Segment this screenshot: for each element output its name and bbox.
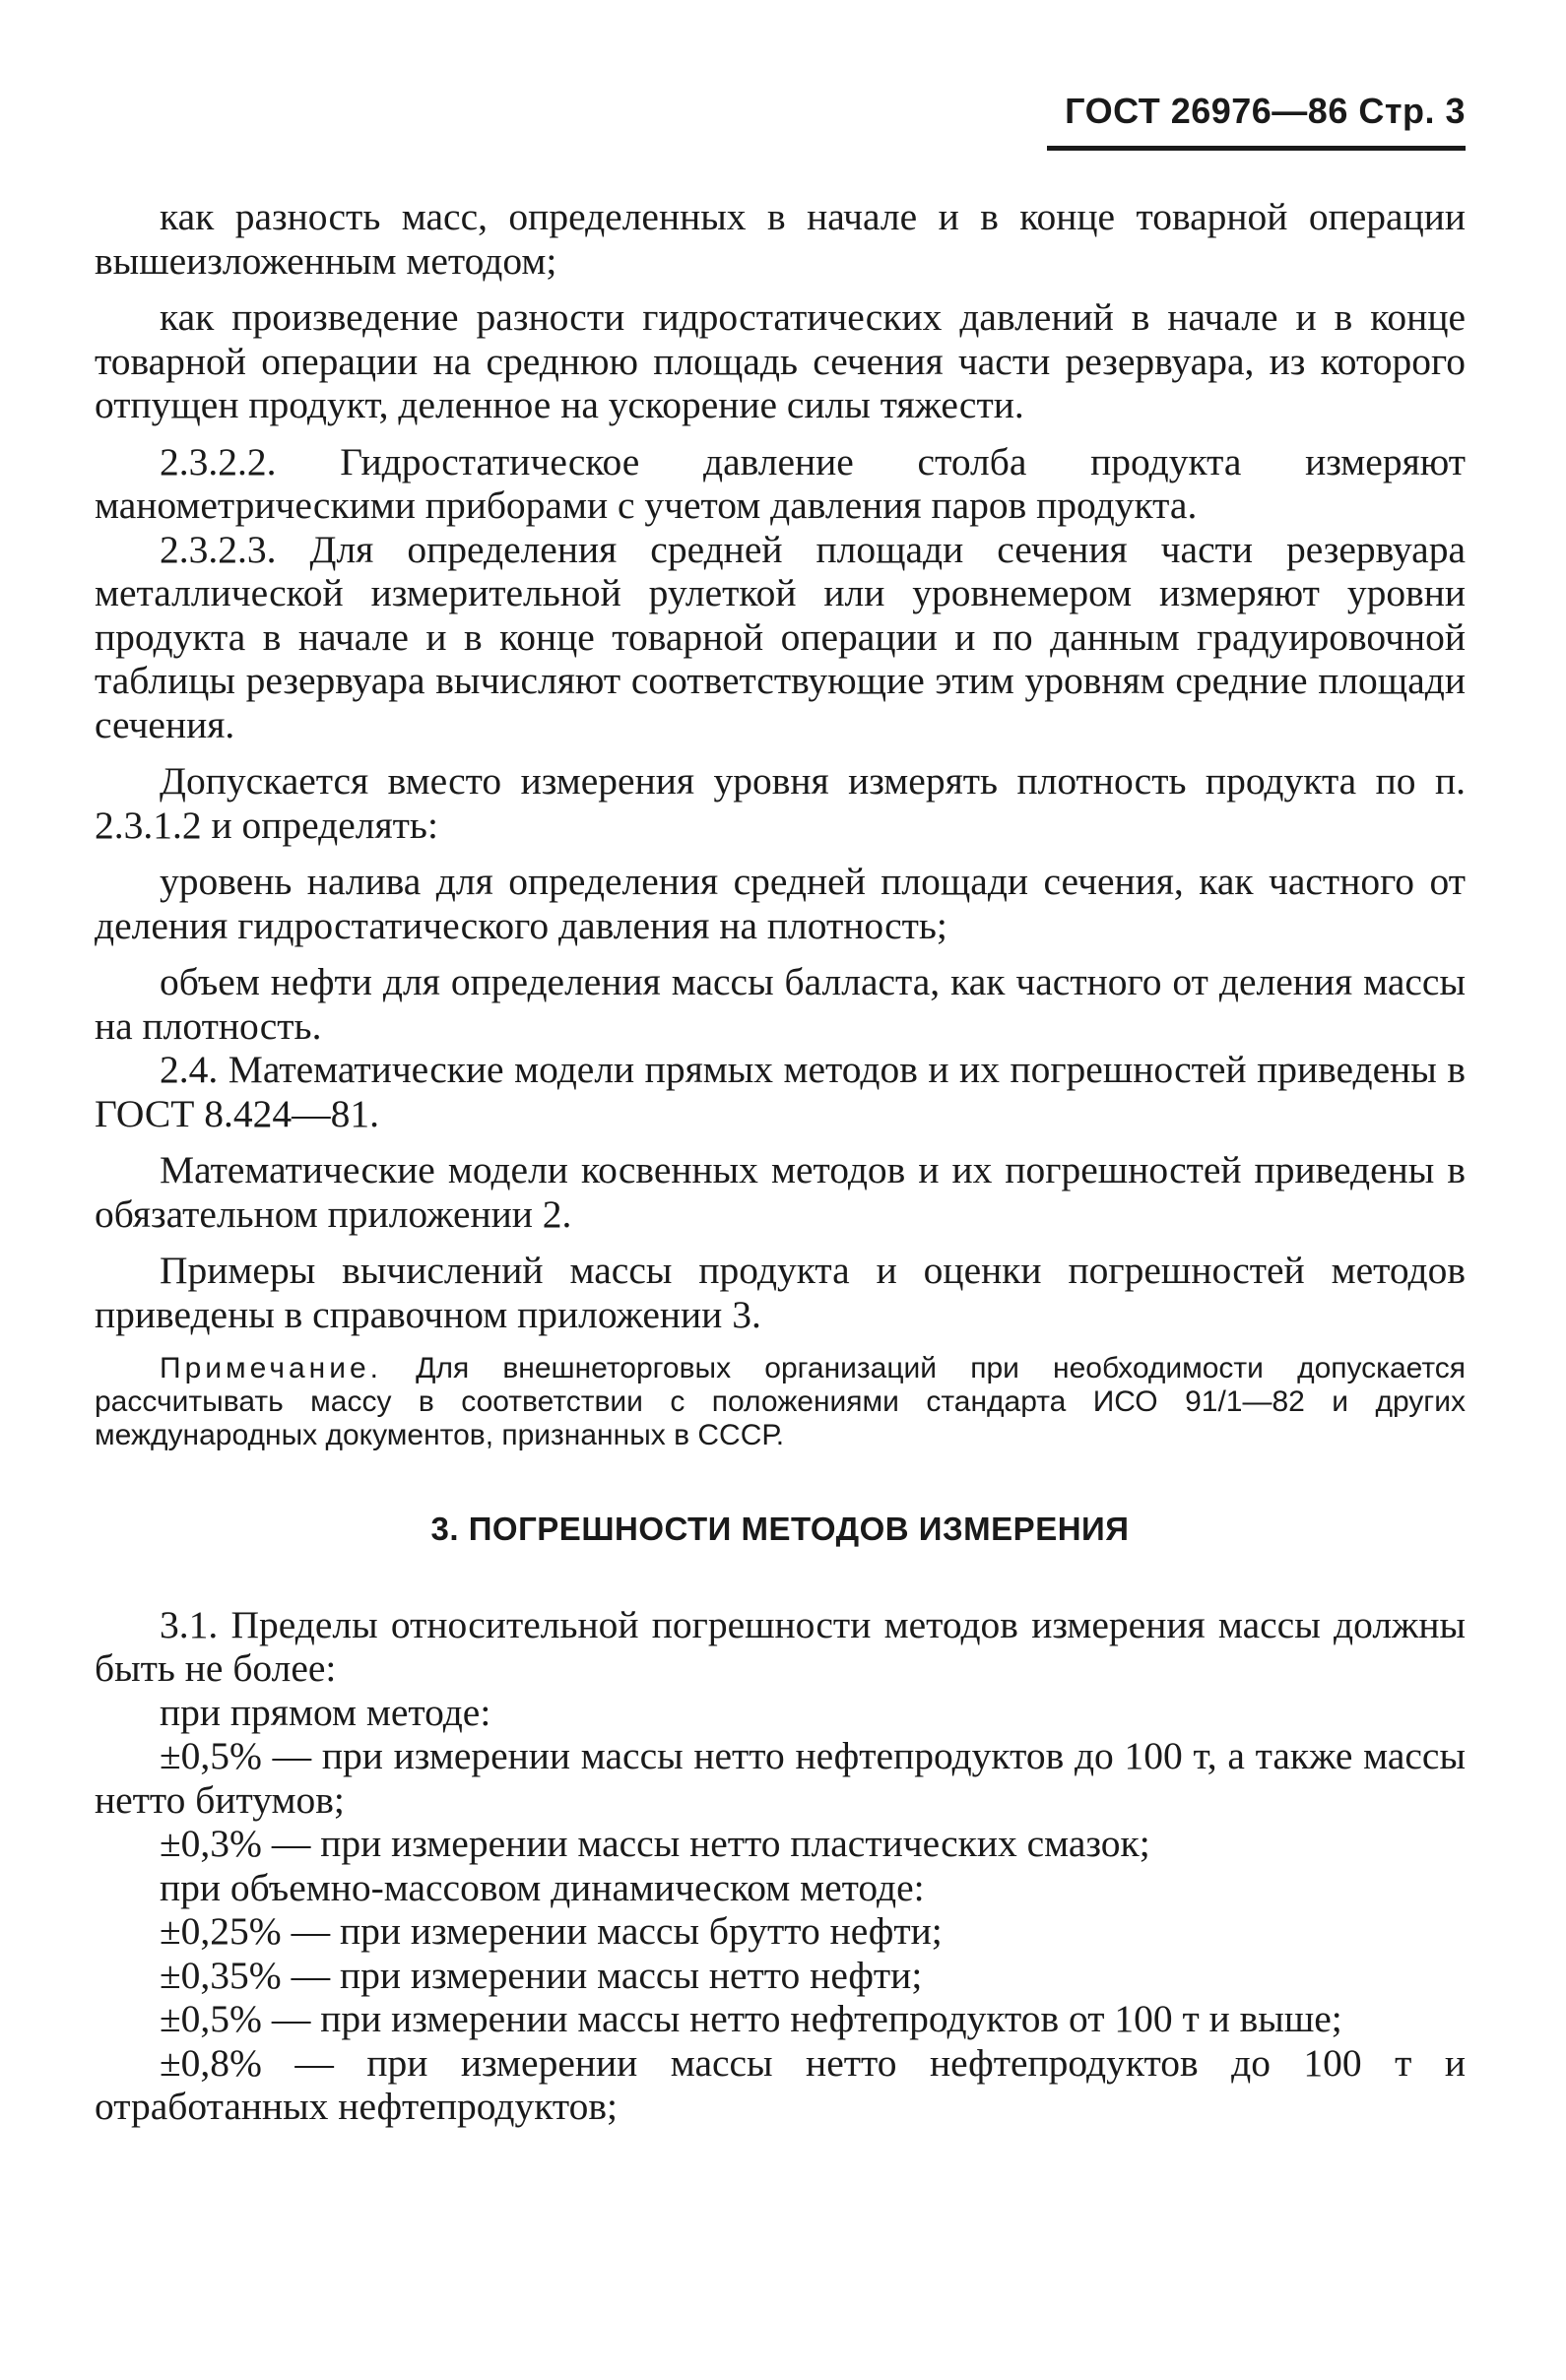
section-paragraph: ±0,3% — при измерении массы нетто пластических смазок; [160, 1822, 1150, 1865]
document-body [95, 195, 1466, 2129]
section-paragraph: 3.1. Пределы относительной погрешности методов измерения массы должны быть не более: [95, 1602, 1466, 1690]
paragraph: 2.3.2.2. Гидростатическое давление столба продукта измеряют манометрическими приборами с учетом давления паров продукта. [95, 439, 1466, 527]
section-paragraph: при объемно-массовом динамическом методе: [160, 1865, 925, 1909]
paragraph: Математические модели косвенных методов и их погрешностей приведены в обязательном приложении 2. [95, 1148, 1466, 1236]
section-paragraph: ±0,5% — при измерении массы нетто нефтепродуктов до 100 т, а также массы нетто битумов; [95, 1734, 1466, 1822]
section-paragraph: при прямом методе: [160, 1690, 491, 1734]
paragraph: 2.3.2.3. Для определения средней площади сечения части резервуара металлической измерительной рулеткой или уровнемером измеряют уровни продукта в начале и в конце товарной операции и по данным градуировочной таблицы резервуара вычисляют соответствующие этим уровням средние площади сечения. [95, 527, 1466, 746]
note [95, 1352, 1466, 1452]
section-paragraph: ±0,25% — при измерении массы брутто нефти; [160, 1909, 943, 1953]
paragraph: объем нефти для определения массы балласта, как частного от деления массы на плотность. [95, 960, 1466, 1048]
paragraph: как произведение разности гидростатических давлений в начале и в конце товарной операции на среднюю площадь сечения части резервуара, из которого отпущен продукт, деленное на ускорение силы тяжести. [95, 295, 1466, 426]
paragraph: 2.4. Математические модели прямых методов и их погрешностей приведены в ГОСТ 8.424—81. [95, 1048, 1466, 1135]
paragraph: Примеры вычислений массы продукта и оценки погрешностей методов приведены в справочном приложении 3. [95, 1249, 1466, 1336]
page-header: ГОСТ 26976—86 Стр. 3 [1065, 91, 1466, 131]
section-paragraph: ±0,35% — при измерении массы нетто нефти; [160, 1953, 923, 1997]
note-text: Для внешнеторговых организаций при необходимости допускается рассчитывать массу в соответствии с положениями стандарта ИСО 91/1—82 и других международных документов, признанных в СССР. [95, 1352, 1466, 1451]
header-rule [1047, 146, 1466, 151]
section-paragraph: ±0,5% — при измерении массы нетто нефтепродуктов от 100 т и выше; [160, 1997, 1342, 2040]
note-lead: Примечание. [160, 1352, 382, 1384]
section-paragraph: ±0,8% — при измерении массы нетто нефтепродуктов до 100 т и отработанных нефтепродуктов; [95, 2040, 1466, 2128]
paragraph: уровень налива для определения средней площади сечения, как частного от деления гидростатического давления на плотность; [95, 860, 1466, 947]
paragraph: как разность масс, определенных в начале и в конце товарной операции вышеизложенным методом; [95, 195, 1466, 283]
paragraph: Допускается вместо измерения уровня измерять плотность продукта по п. 2.3.1.2 и определять: [95, 759, 1466, 847]
section-title: 3. ПОГРЕШНОСТИ МЕТОДОВ ИЗМЕРЕНИЯ [430, 1511, 1130, 1547]
